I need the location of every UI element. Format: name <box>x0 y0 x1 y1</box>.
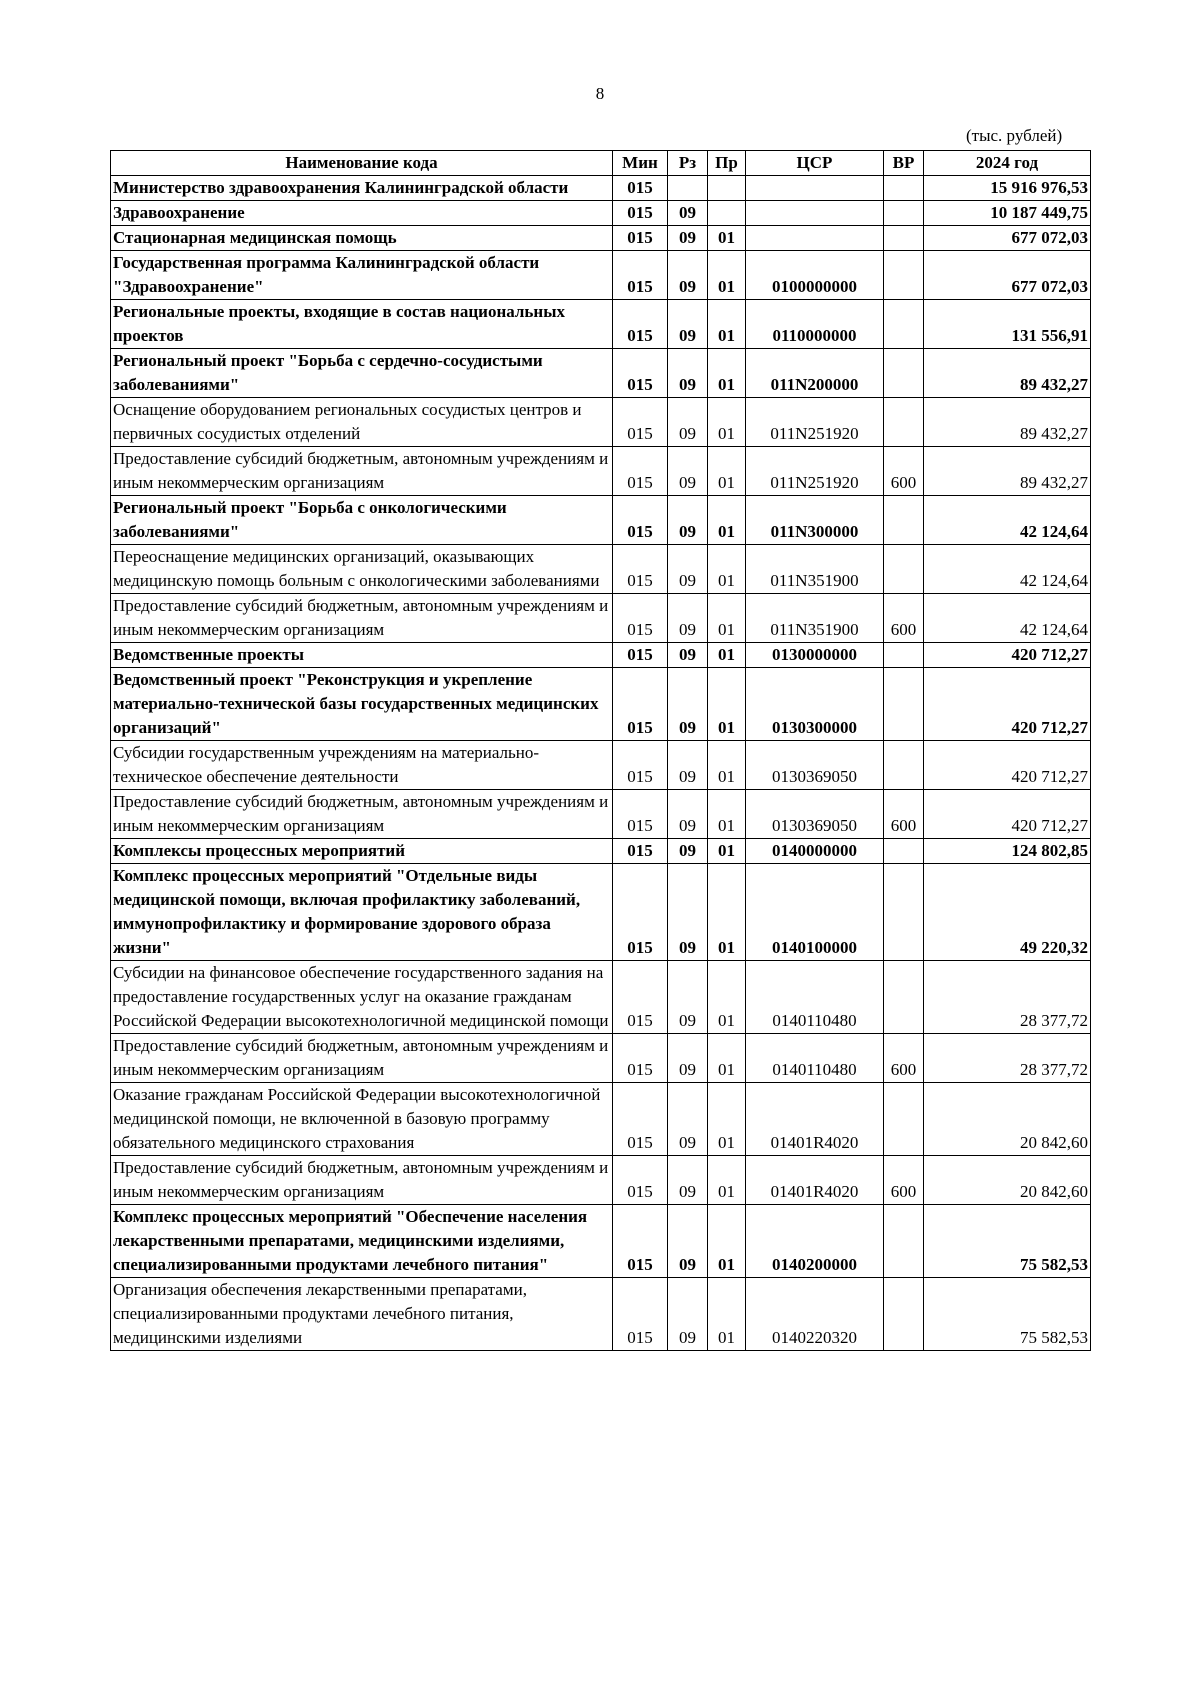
cell-pr: 01 <box>708 1278 746 1351</box>
table-header-row <box>111 151 1091 176</box>
table-body <box>111 176 1091 1351</box>
table-row <box>111 839 1091 864</box>
cell-name: Здравоохранение <box>111 201 613 226</box>
cell-pr: 01 <box>708 961 746 1034</box>
cell-rz: 09 <box>668 790 708 839</box>
cell-amount: 28 377,72 <box>924 1034 1091 1083</box>
cell-rz: 09 <box>668 300 708 349</box>
cell-amount: 49 220,32 <box>924 864 1091 961</box>
cell-pr <box>708 176 746 201</box>
cell-csr: 011N251920 <box>746 447 884 496</box>
cell-pr: 01 <box>708 1083 746 1156</box>
cell-name: Региональный проект "Борьба с сердечно-сосудистыми заболеваниями" <box>111 349 613 398</box>
cell-pr <box>708 201 746 226</box>
table-row <box>111 741 1091 790</box>
cell-min: 015 <box>613 1156 668 1205</box>
cell-rz <box>668 176 708 201</box>
cell-min: 015 <box>613 1034 668 1083</box>
cell-min: 015 <box>613 226 668 251</box>
cell-name: Организация обеспечения лекарственными препаратами, специализированными продуктами лечебного питания, медицинскими изделиями <box>111 1278 613 1351</box>
cell-rz: 09 <box>668 864 708 961</box>
cell-csr: 0130369050 <box>746 790 884 839</box>
cell-min: 015 <box>613 176 668 201</box>
cell-min: 015 <box>613 300 668 349</box>
cell-name: Комплекс процессных мероприятий "Отдельные виды медицинской помощи, включая профилактику заболеваний, иммунопрофилактику и формирование здорового образа жизни" <box>111 864 613 961</box>
cell-min: 015 <box>613 839 668 864</box>
cell-csr: 0130300000 <box>746 668 884 741</box>
cell-name: Предоставление субсидий бюджетным, автономным учреждениям и иным некоммерческим организациям <box>111 1034 613 1083</box>
cell-vr <box>884 300 924 349</box>
cell-vr <box>884 668 924 741</box>
cell-vr: 600 <box>884 447 924 496</box>
cell-rz: 09 <box>668 594 708 643</box>
table-row <box>111 643 1091 668</box>
cell-rz: 09 <box>668 1278 708 1351</box>
cell-vr <box>884 226 924 251</box>
cell-name: Субсидии на финансовое обеспечение государственного задания на предоставление государственных услуг на оказание гражданам Российской Федерации высокотехнологичной медицинской помощи <box>111 961 613 1034</box>
cell-amount: 89 432,27 <box>924 349 1091 398</box>
cell-vr <box>884 1205 924 1278</box>
cell-vr <box>884 201 924 226</box>
cell-rz: 09 <box>668 398 708 447</box>
table-row <box>111 1278 1091 1351</box>
cell-amount: 89 432,27 <box>924 447 1091 496</box>
header-name: Наименование кода <box>111 151 613 176</box>
cell-vr <box>884 741 924 790</box>
table-row <box>111 349 1091 398</box>
cell-vr <box>884 398 924 447</box>
cell-vr <box>884 643 924 668</box>
cell-name: Переоснащение медицинских организаций, оказывающих медицинскую помощь больным с онкологическими заболеваниями <box>111 545 613 594</box>
header-csr: ЦСР <box>746 151 884 176</box>
cell-rz: 09 <box>668 668 708 741</box>
cell-pr: 01 <box>708 300 746 349</box>
table-row <box>111 226 1091 251</box>
page-number: 8 <box>595 84 605 103</box>
cell-vr <box>884 545 924 594</box>
cell-amount: 15 916 976,53 <box>924 176 1091 201</box>
cell-vr <box>884 1278 924 1351</box>
cell-rz: 09 <box>668 1034 708 1083</box>
cell-amount: 89 432,27 <box>924 398 1091 447</box>
cell-pr: 01 <box>708 251 746 300</box>
cell-csr: 0140100000 <box>746 864 884 961</box>
cell-min: 015 <box>613 447 668 496</box>
cell-csr: 0140110480 <box>746 1034 884 1083</box>
cell-csr: 01401R4020 <box>746 1083 884 1156</box>
cell-rz: 09 <box>668 741 708 790</box>
cell-vr: 600 <box>884 790 924 839</box>
cell-csr: 011N200000 <box>746 349 884 398</box>
cell-rz: 09 <box>668 1205 708 1278</box>
cell-name: Субсидии государственным учреждениям на материально-техническое обеспечение деятельности <box>111 741 613 790</box>
cell-min: 015 <box>613 1205 668 1278</box>
cell-rz: 09 <box>668 496 708 545</box>
cell-csr: 01401R4020 <box>746 1156 884 1205</box>
cell-amount: 420 712,27 <box>924 790 1091 839</box>
cell-csr: 0130369050 <box>746 741 884 790</box>
cell-name: Региональный проект "Борьба с онкологическими заболеваниями" <box>111 496 613 545</box>
cell-csr: 0110000000 <box>746 300 884 349</box>
cell-amount: 75 582,53 <box>924 1278 1091 1351</box>
cell-min: 015 <box>613 496 668 545</box>
cell-csr: 0140200000 <box>746 1205 884 1278</box>
cell-vr <box>884 496 924 545</box>
header-rz: Рз <box>668 151 708 176</box>
cell-amount: 420 712,27 <box>924 643 1091 668</box>
cell-name: Оснащение оборудованием региональных сосудистых центров и первичных сосудистых отделений <box>111 398 613 447</box>
cell-rz: 09 <box>668 545 708 594</box>
cell-rz: 09 <box>668 643 708 668</box>
cell-vr <box>884 1083 924 1156</box>
cell-amount: 20 842,60 <box>924 1156 1091 1205</box>
cell-amount: 28 377,72 <box>924 961 1091 1034</box>
cell-amount: 42 124,64 <box>924 594 1091 643</box>
cell-pr: 01 <box>708 447 746 496</box>
cell-amount: 42 124,64 <box>924 496 1091 545</box>
cell-min: 015 <box>613 594 668 643</box>
table-row <box>111 1034 1091 1083</box>
table-row <box>111 201 1091 226</box>
cell-rz: 09 <box>668 1156 708 1205</box>
cell-rz: 09 <box>668 1083 708 1156</box>
cell-vr <box>884 961 924 1034</box>
cell-name: Предоставление субсидий бюджетным, автономным учреждениям и иным некоммерческим организациям <box>111 790 613 839</box>
cell-pr: 01 <box>708 545 746 594</box>
cell-csr <box>746 176 884 201</box>
cell-name: Ведомственный проект "Реконструкция и укрепление материально-технической базы государственных медицинских организаций" <box>111 668 613 741</box>
cell-vr: 600 <box>884 1156 924 1205</box>
cell-min: 015 <box>613 201 668 226</box>
cell-amount: 42 124,64 <box>924 545 1091 594</box>
cell-name: Комплексы процессных мероприятий <box>111 839 613 864</box>
cell-csr: 0140000000 <box>746 839 884 864</box>
cell-amount: 75 582,53 <box>924 1205 1091 1278</box>
table-row <box>111 176 1091 201</box>
cell-amount: 124 802,85 <box>924 839 1091 864</box>
cell-rz: 09 <box>668 839 708 864</box>
header-year: 2024 год <box>924 151 1091 176</box>
table-row <box>111 300 1091 349</box>
table-row <box>111 1205 1091 1278</box>
cell-csr <box>746 201 884 226</box>
cell-rz: 09 <box>668 349 708 398</box>
cell-vr <box>884 864 924 961</box>
cell-pr: 01 <box>708 1205 746 1278</box>
cell-vr <box>884 176 924 201</box>
cell-min: 015 <box>613 545 668 594</box>
cell-amount: 677 072,03 <box>924 251 1091 300</box>
cell-name: Комплекс процессных мероприятий "Обеспечение населения лекарственными препаратами, медицинскими изделиями, специализированными продуктами лечебного питания" <box>111 1205 613 1278</box>
header-vr: ВР <box>884 151 924 176</box>
cell-rz: 09 <box>668 251 708 300</box>
cell-name: Ведомственные проекты <box>111 643 613 668</box>
header-min: Мин <box>613 151 668 176</box>
cell-pr: 01 <box>708 349 746 398</box>
cell-csr: 011N351900 <box>746 594 884 643</box>
cell-csr: 0100000000 <box>746 251 884 300</box>
cell-pr: 01 <box>708 741 746 790</box>
cell-name: Предоставление субсидий бюджетным, автономным учреждениям и иным некоммерческим организациям <box>111 1156 613 1205</box>
cell-rz: 09 <box>668 201 708 226</box>
cell-vr: 600 <box>884 594 924 643</box>
cell-name: Стационарная медицинская помощь <box>111 226 613 251</box>
cell-pr: 01 <box>708 864 746 961</box>
cell-amount: 420 712,27 <box>924 741 1091 790</box>
cell-pr: 01 <box>708 1034 746 1083</box>
cell-rz: 09 <box>668 961 708 1034</box>
cell-min: 015 <box>613 398 668 447</box>
cell-vr <box>884 349 924 398</box>
header-pr: Пр <box>708 151 746 176</box>
cell-amount: 10 187 449,75 <box>924 201 1091 226</box>
cell-csr: 0140110480 <box>746 961 884 1034</box>
cell-csr: 011N251920 <box>746 398 884 447</box>
table-row <box>111 864 1091 961</box>
cell-min: 015 <box>613 741 668 790</box>
cell-csr: 0140220320 <box>746 1278 884 1351</box>
cell-name: Региональные проекты, входящие в состав национальных проектов <box>111 300 613 349</box>
cell-min: 015 <box>613 251 668 300</box>
table-row <box>111 447 1091 496</box>
table-row <box>111 398 1091 447</box>
cell-csr <box>746 226 884 251</box>
cell-pr: 01 <box>708 790 746 839</box>
cell-rz: 09 <box>668 226 708 251</box>
cell-pr: 01 <box>708 839 746 864</box>
cell-pr: 01 <box>708 226 746 251</box>
units-label: (тыс. рублей) <box>966 126 1063 145</box>
cell-name: Предоставление субсидий бюджетным, автономным учреждениям и иным некоммерческим организациям <box>111 447 613 496</box>
cell-min: 015 <box>613 790 668 839</box>
cell-pr: 01 <box>708 398 746 447</box>
cell-amount: 131 556,91 <box>924 300 1091 349</box>
cell-name: Оказание гражданам Российской Федерации высокотехнологичной медицинской помощи, не включенной в базовую программу обязательного медицинского страхования <box>111 1083 613 1156</box>
cell-pr: 01 <box>708 1156 746 1205</box>
table-row <box>111 1083 1091 1156</box>
table-row <box>111 251 1091 300</box>
cell-vr: 600 <box>884 1034 924 1083</box>
table-row <box>111 668 1091 741</box>
cell-csr: 011N300000 <box>746 496 884 545</box>
cell-amount: 420 712,27 <box>924 668 1091 741</box>
cell-csr: 0130000000 <box>746 643 884 668</box>
cell-vr <box>884 251 924 300</box>
cell-min: 015 <box>613 1083 668 1156</box>
cell-name: Министерство здравоохранения Калининградской области <box>111 176 613 201</box>
table-row <box>111 545 1091 594</box>
cell-pr: 01 <box>708 668 746 741</box>
table-row <box>111 790 1091 839</box>
table-row <box>111 496 1091 545</box>
cell-amount: 20 842,60 <box>924 1083 1091 1156</box>
table-row <box>111 961 1091 1034</box>
table-row <box>111 1156 1091 1205</box>
cell-rz: 09 <box>668 447 708 496</box>
cell-amount: 677 072,03 <box>924 226 1091 251</box>
cell-vr <box>884 839 924 864</box>
cell-name: Государственная программа Калининградской области "Здравоохранение" <box>111 251 613 300</box>
cell-min: 015 <box>613 864 668 961</box>
cell-min: 015 <box>613 349 668 398</box>
table-row <box>111 594 1091 643</box>
cell-name: Предоставление субсидий бюджетным, автономным учреждениям и иным некоммерческим организациям <box>111 594 613 643</box>
cell-min: 015 <box>613 643 668 668</box>
cell-csr: 011N351900 <box>746 545 884 594</box>
cell-min: 015 <box>613 1278 668 1351</box>
budget-table <box>110 150 1091 1351</box>
cell-pr: 01 <box>708 643 746 668</box>
cell-min: 015 <box>613 668 668 741</box>
cell-pr: 01 <box>708 496 746 545</box>
cell-min: 015 <box>613 961 668 1034</box>
cell-pr: 01 <box>708 594 746 643</box>
